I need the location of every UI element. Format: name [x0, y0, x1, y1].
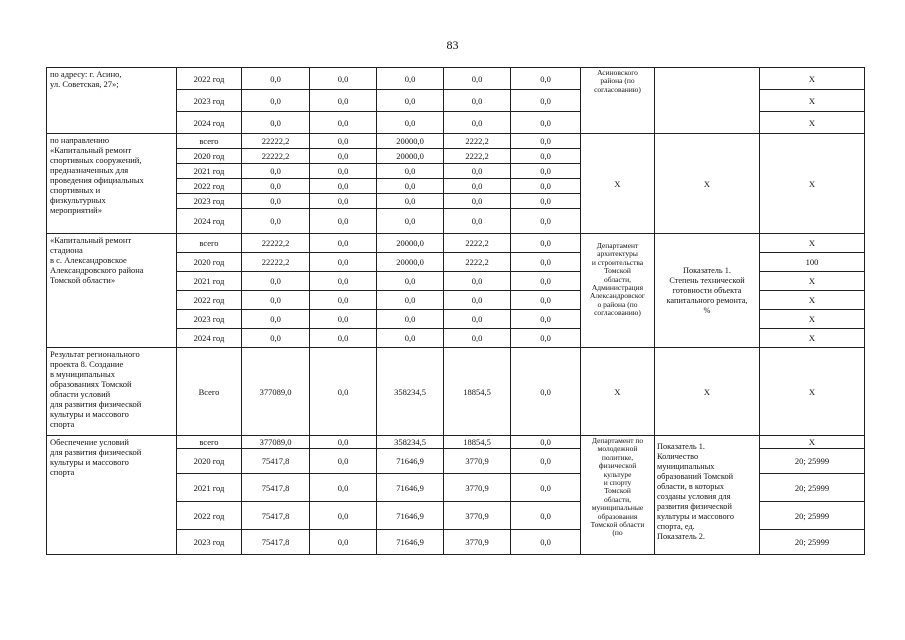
local-cell: 0,0 — [444, 68, 511, 90]
target-cell: 20; 25999 — [760, 449, 865, 474]
target-cell: 20; 25999 — [760, 474, 865, 502]
total-cell: 0,0 — [242, 179, 310, 194]
period-cell: 2024 год — [177, 329, 242, 348]
target-cell: 100 — [760, 253, 865, 272]
period-cell: Всего — [177, 348, 242, 436]
total-cell: 377089,0 — [242, 348, 310, 436]
total-cell: 75417,8 — [242, 530, 310, 555]
period-cell: всего — [177, 436, 242, 449]
indicator-cell: Показатель 1. Количество муниципальных образований Томской области, в которых созданы условия для развития физической культуры и массового спорта, ед. Показатель 2. — [655, 436, 760, 555]
period-cell: всего — [177, 134, 242, 149]
target-cell: X — [760, 234, 865, 253]
federal-cell: 0,0 — [310, 194, 377, 209]
regional-cell: 0,0 — [377, 179, 444, 194]
target-cell: X — [760, 348, 865, 436]
local-cell: 3770,9 — [444, 530, 511, 555]
federal-cell: 0,0 — [310, 474, 377, 502]
extrabudget-cell: 0,0 — [511, 234, 581, 253]
local-cell: 0,0 — [444, 164, 511, 179]
federal-cell: 0,0 — [310, 272, 377, 291]
target-cell: X — [760, 310, 865, 329]
table-row — [47, 436, 865, 449]
indicator-cell: X — [655, 348, 760, 436]
total-cell: 22222,2 — [242, 253, 310, 272]
executor-cell: X — [581, 134, 655, 234]
table-row — [47, 134, 865, 149]
federal-cell: 0,0 — [310, 530, 377, 555]
executor-cell: Департамент по молодежной политике, физической культуре и спорту Томской области, муниципальные образования Томской области (по — [581, 436, 655, 555]
target-cell: X — [760, 291, 865, 310]
target-cell: X — [760, 134, 865, 234]
event-description: Результат регионального проекта 8. Создание в муниципальных образованиях Томской области условий для развития физической культуры и массового спорта — [47, 348, 177, 436]
extrabudget-cell: 0,0 — [511, 310, 581, 329]
total-cell: 22222,2 — [242, 234, 310, 253]
total-cell: 22222,2 — [242, 149, 310, 164]
extrabudget-cell: 0,0 — [511, 179, 581, 194]
regional-cell: 0,0 — [377, 68, 444, 90]
local-cell: 3770,9 — [444, 502, 511, 530]
extrabudget-cell: 0,0 — [511, 449, 581, 474]
local-cell: 0,0 — [444, 179, 511, 194]
regional-cell: 0,0 — [377, 164, 444, 179]
period-cell: 2024 год — [177, 112, 242, 134]
total-cell: 0,0 — [242, 112, 310, 134]
extrabudget-cell: 0,0 — [511, 530, 581, 555]
extrabudget-cell: 0,0 — [511, 134, 581, 149]
extrabudget-cell: 0,0 — [511, 272, 581, 291]
target-cell: 20; 25999 — [760, 530, 865, 555]
event-description: по направлению «Капитальный ремонт спортивных сооружений, предназначенных для проведения официальных спортивных и физкультурных мероприятий» — [47, 134, 177, 234]
local-cell: 0,0 — [444, 194, 511, 209]
period-cell: 2021 год — [177, 164, 242, 179]
table-row — [47, 348, 865, 436]
indicator-cell — [655, 68, 760, 134]
total-cell: 0,0 — [242, 164, 310, 179]
federal-cell: 0,0 — [310, 502, 377, 530]
extrabudget-cell: 0,0 — [511, 502, 581, 530]
federal-cell: 0,0 — [310, 234, 377, 253]
period-cell: 2024 год — [177, 209, 242, 234]
extrabudget-cell: 0,0 — [511, 474, 581, 502]
total-cell: 22222,2 — [242, 134, 310, 149]
event-description: «Капитальный ремонт стадиона в с. Александровское Александровского района Томской области» — [47, 234, 177, 348]
table-row — [47, 234, 865, 253]
local-cell: 0,0 — [444, 90, 511, 112]
total-cell: 75417,8 — [242, 474, 310, 502]
federal-cell: 0,0 — [310, 164, 377, 179]
regional-cell: 0,0 — [377, 90, 444, 112]
period-cell: 2020 год — [177, 149, 242, 164]
regional-cell: 71646,9 — [377, 502, 444, 530]
period-cell: всего — [177, 234, 242, 253]
federal-cell: 0,0 — [310, 436, 377, 449]
extrabudget-cell: 0,0 — [511, 253, 581, 272]
federal-cell: 0,0 — [310, 209, 377, 234]
regional-cell: 71646,9 — [377, 530, 444, 555]
regional-cell: 0,0 — [377, 272, 444, 291]
target-cell: X — [760, 90, 865, 112]
target-cell: 20; 25999 — [760, 502, 865, 530]
period-cell: 2022 год — [177, 179, 242, 194]
period-cell: 2022 год — [177, 502, 242, 530]
extrabudget-cell: 0,0 — [511, 90, 581, 112]
regional-cell: 0,0 — [377, 209, 444, 234]
period-cell: 2022 год — [177, 291, 242, 310]
regional-cell: 0,0 — [377, 194, 444, 209]
regional-cell: 20000,0 — [377, 253, 444, 272]
regional-cell: 71646,9 — [377, 449, 444, 474]
local-cell: 0,0 — [444, 329, 511, 348]
executor-cell: Асиновского района (по согласованию) — [581, 68, 655, 134]
local-cell: 0,0 — [444, 291, 511, 310]
federal-cell: 0,0 — [310, 291, 377, 310]
federal-cell: 0,0 — [310, 329, 377, 348]
federal-cell: 0,0 — [310, 112, 377, 134]
local-cell: 3770,9 — [444, 474, 511, 502]
total-cell: 0,0 — [242, 291, 310, 310]
target-cell: X — [760, 68, 865, 90]
local-cell: 0,0 — [444, 209, 511, 234]
period-cell: 2023 год — [177, 90, 242, 112]
local-cell: 18854,5 — [444, 348, 511, 436]
executor-cell: X — [581, 348, 655, 436]
budget-table — [46, 67, 865, 555]
total-cell: 0,0 — [242, 90, 310, 112]
extrabudget-cell: 0,0 — [511, 329, 581, 348]
federal-cell: 0,0 — [310, 310, 377, 329]
event-description: по адресу: г. Асино, ул. Советская, 27»; — [47, 68, 177, 134]
extrabudget-cell: 0,0 — [511, 209, 581, 234]
total-cell: 0,0 — [242, 209, 310, 234]
period-cell: 2020 год — [177, 253, 242, 272]
regional-cell: 0,0 — [377, 310, 444, 329]
federal-cell: 0,0 — [310, 90, 377, 112]
regional-cell: 0,0 — [377, 112, 444, 134]
regional-cell: 20000,0 — [377, 234, 444, 253]
federal-cell: 0,0 — [310, 149, 377, 164]
extrabudget-cell: 0,0 — [511, 68, 581, 90]
regional-cell: 20000,0 — [377, 149, 444, 164]
local-cell: 2222,2 — [444, 149, 511, 164]
local-cell: 3770,9 — [444, 449, 511, 474]
federal-cell: 0,0 — [310, 134, 377, 149]
period-cell: 2022 год — [177, 68, 242, 90]
extrabudget-cell: 0,0 — [511, 291, 581, 310]
extrabudget-cell: 0,0 — [511, 149, 581, 164]
indicator-cell: Показатель 1. Степень технической готовности объекта капитального ремонта, % — [655, 234, 760, 348]
target-cell: X — [760, 329, 865, 348]
extrabudget-cell: 0,0 — [511, 112, 581, 134]
period-cell: 2023 год — [177, 530, 242, 555]
total-cell: 0,0 — [242, 272, 310, 291]
local-cell: 2222,2 — [444, 134, 511, 149]
period-cell: 2023 год — [177, 310, 242, 329]
table-row — [47, 68, 865, 90]
period-cell: 2021 год — [177, 272, 242, 291]
total-cell: 0,0 — [242, 329, 310, 348]
federal-cell: 0,0 — [310, 348, 377, 436]
regional-cell: 358234,5 — [377, 436, 444, 449]
total-cell: 75417,8 — [242, 502, 310, 530]
regional-cell: 0,0 — [377, 329, 444, 348]
regional-cell: 20000,0 — [377, 134, 444, 149]
indicator-cell: X — [655, 134, 760, 234]
local-cell: 0,0 — [444, 272, 511, 291]
regional-cell: 0,0 — [377, 291, 444, 310]
local-cell: 0,0 — [444, 112, 511, 134]
extrabudget-cell: 0,0 — [511, 164, 581, 179]
local-cell: 2222,2 — [444, 253, 511, 272]
federal-cell: 0,0 — [310, 253, 377, 272]
extrabudget-cell: 0,0 — [511, 436, 581, 449]
total-cell: 0,0 — [242, 194, 310, 209]
local-cell: 18854,5 — [444, 436, 511, 449]
page-number: 83 — [446, 38, 459, 52]
federal-cell: 0,0 — [310, 179, 377, 194]
period-cell: 2023 год — [177, 194, 242, 209]
local-cell: 0,0 — [444, 310, 511, 329]
target-cell: X — [760, 436, 865, 449]
extrabudget-cell: 0,0 — [511, 194, 581, 209]
target-cell: X — [760, 112, 865, 134]
event-description: Обеспечение условий для развития физической культуры и массового спорта — [47, 436, 177, 555]
local-cell: 2222,2 — [444, 234, 511, 253]
period-cell: 2020 год — [177, 449, 242, 474]
target-cell: X — [760, 272, 865, 291]
total-cell: 75417,8 — [242, 449, 310, 474]
total-cell: 377089,0 — [242, 436, 310, 449]
regional-cell: 71646,9 — [377, 474, 444, 502]
regional-cell: 358234,5 — [377, 348, 444, 436]
federal-cell: 0,0 — [310, 68, 377, 90]
total-cell: 0,0 — [242, 310, 310, 329]
federal-cell: 0,0 — [310, 449, 377, 474]
extrabudget-cell: 0,0 — [511, 348, 581, 436]
period-cell: 2021 год — [177, 474, 242, 502]
total-cell: 0,0 — [242, 68, 310, 90]
executor-cell: Департамент архитектуры и строительства Томской области, Администрация Александровског о района (по согласованию) — [581, 234, 655, 348]
